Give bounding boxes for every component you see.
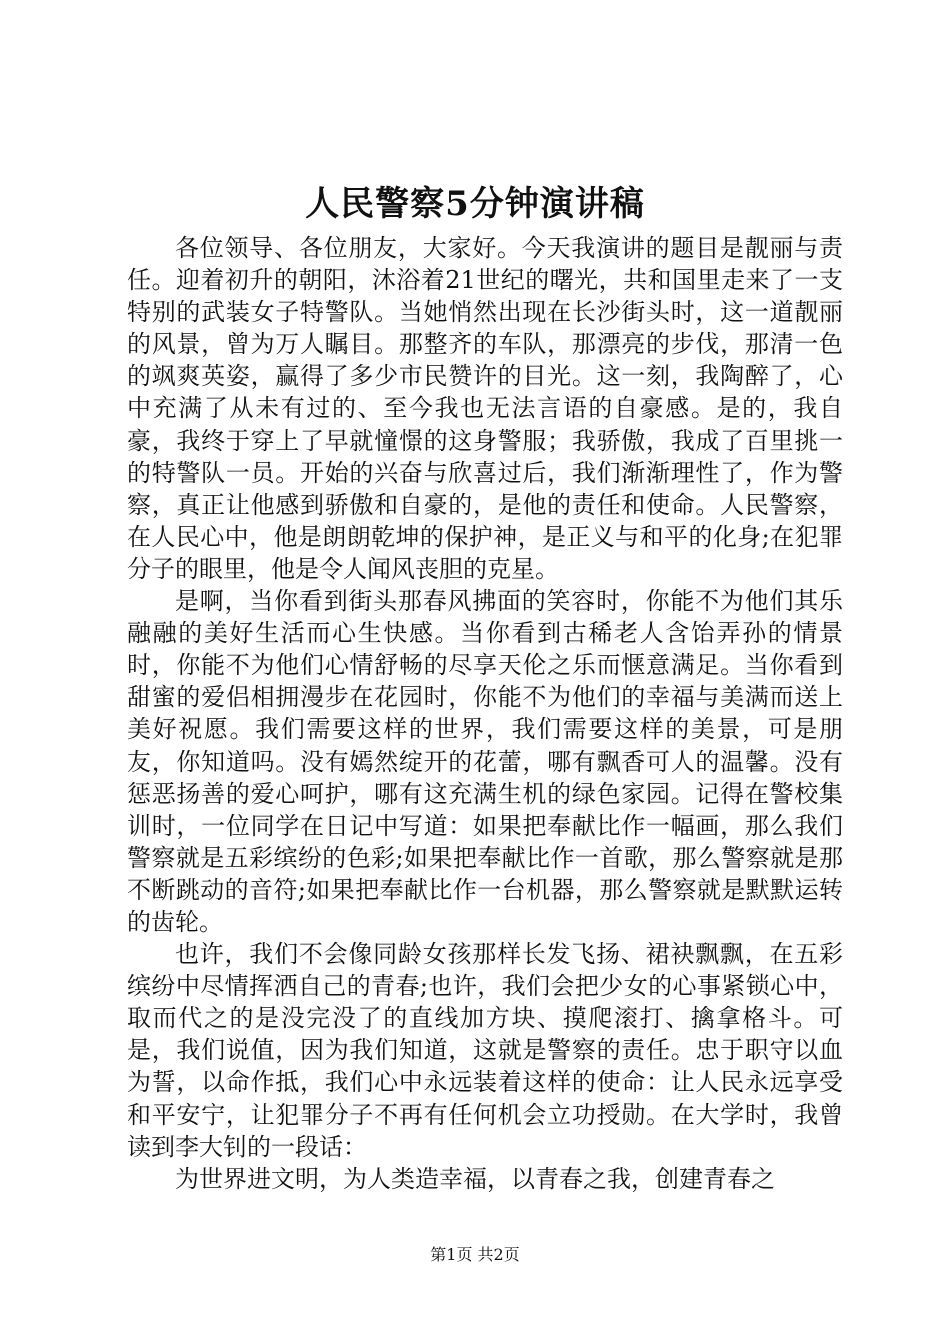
paragraph-1: 各位领导、各位朋友，大家好。今天我演讲的题目是靓丽与责任。迎着初升的朝阳，沐浴着21世纪的曙光，共和国里走来了一支特别的武装女子特警队。当她悄然出现在长沙街头时，这一道靓丽的风景，曾为万人瞩目。那整齐的车队，那漂亮的步伐，那清一色的飒爽英姿，赢得了多少市民赞许的目光。这一刻，我陶醉了，心中充满了从未有过的、至今我也无法言语的自豪感。是的，我自豪，我终于穿上了早就憧憬的这身警服；我骄傲，我成了百里挑一的特警队一员。开始的兴奋与欣喜过后，我们渐渐理性了，作为警察，真正让他感到骄傲和自豪的，是他的责任和使命。人民警察，在人民心中，他是朗朗乾坤的保护神，是正义与和平的化身;在犯罪分子的眼里，他是令人闻风丧胆的克星。 (127, 234, 843, 583)
paragraph-3: 也许，我们不会像同龄女孩那样长发飞扬、裙袂飘飘，在五彩缤纷中尽情挥洒自己的青春;也许，我们会把少女的心事紧锁心中，取而代之的是没完没了的直线加方块、摸爬滚打、擒拿格斗。可是，我们说值，因为我们知道，这就是警察的责任。忠于职守以血为誓，以命作抵，我们心中永远装着这样的使命：让人民永远享受和平安宁，让犯罪分子不再有任何机会立功授勋。在大学时，我曾读到李大钊的一段话： (127, 940, 843, 1161)
paragraph-2: 是啊，当你看到街头那春风拂面的笑容时，你能不为他们其乐融融的美好生活而心生快感。当你看到古稀老人含饴弄孙的情景时，你能不为他们心情舒畅的尽享天伦之乐而惬意满足。当你看到甜蜜的爱侣相拥漫步在花园时，你能不为他们的幸福与美满而送上美好祝愿。我们需要这样的世界，我们需要这样的美景，可是朋友，你知道吗。没有嫣然绽开的花蕾，哪有飘香可人的温馨。没有惩恶扬善的爱心呵护，哪有这充满生机的绿色家园。记得在警校集训时，一位同学在日记中写道：如果把奉献比作一幅画，那么我们警察就是五彩缤纷的色彩;如果把奉献比作一首歌，那么警察就是那不断跳动的音符;如果把奉献比作一台机器，那么警察就是默默运转的齿轮。 (127, 587, 843, 936)
document-title: 人民警察5分钟演讲稿 (305, 184, 645, 224)
document-body (127, 232, 843, 1195)
page-number-footer: 第1页 共2页 (430, 1245, 520, 1264)
paragraph-4: 为世界进文明，为人类造幸福，以青春之我，创建青春之 (175, 1164, 775, 1193)
